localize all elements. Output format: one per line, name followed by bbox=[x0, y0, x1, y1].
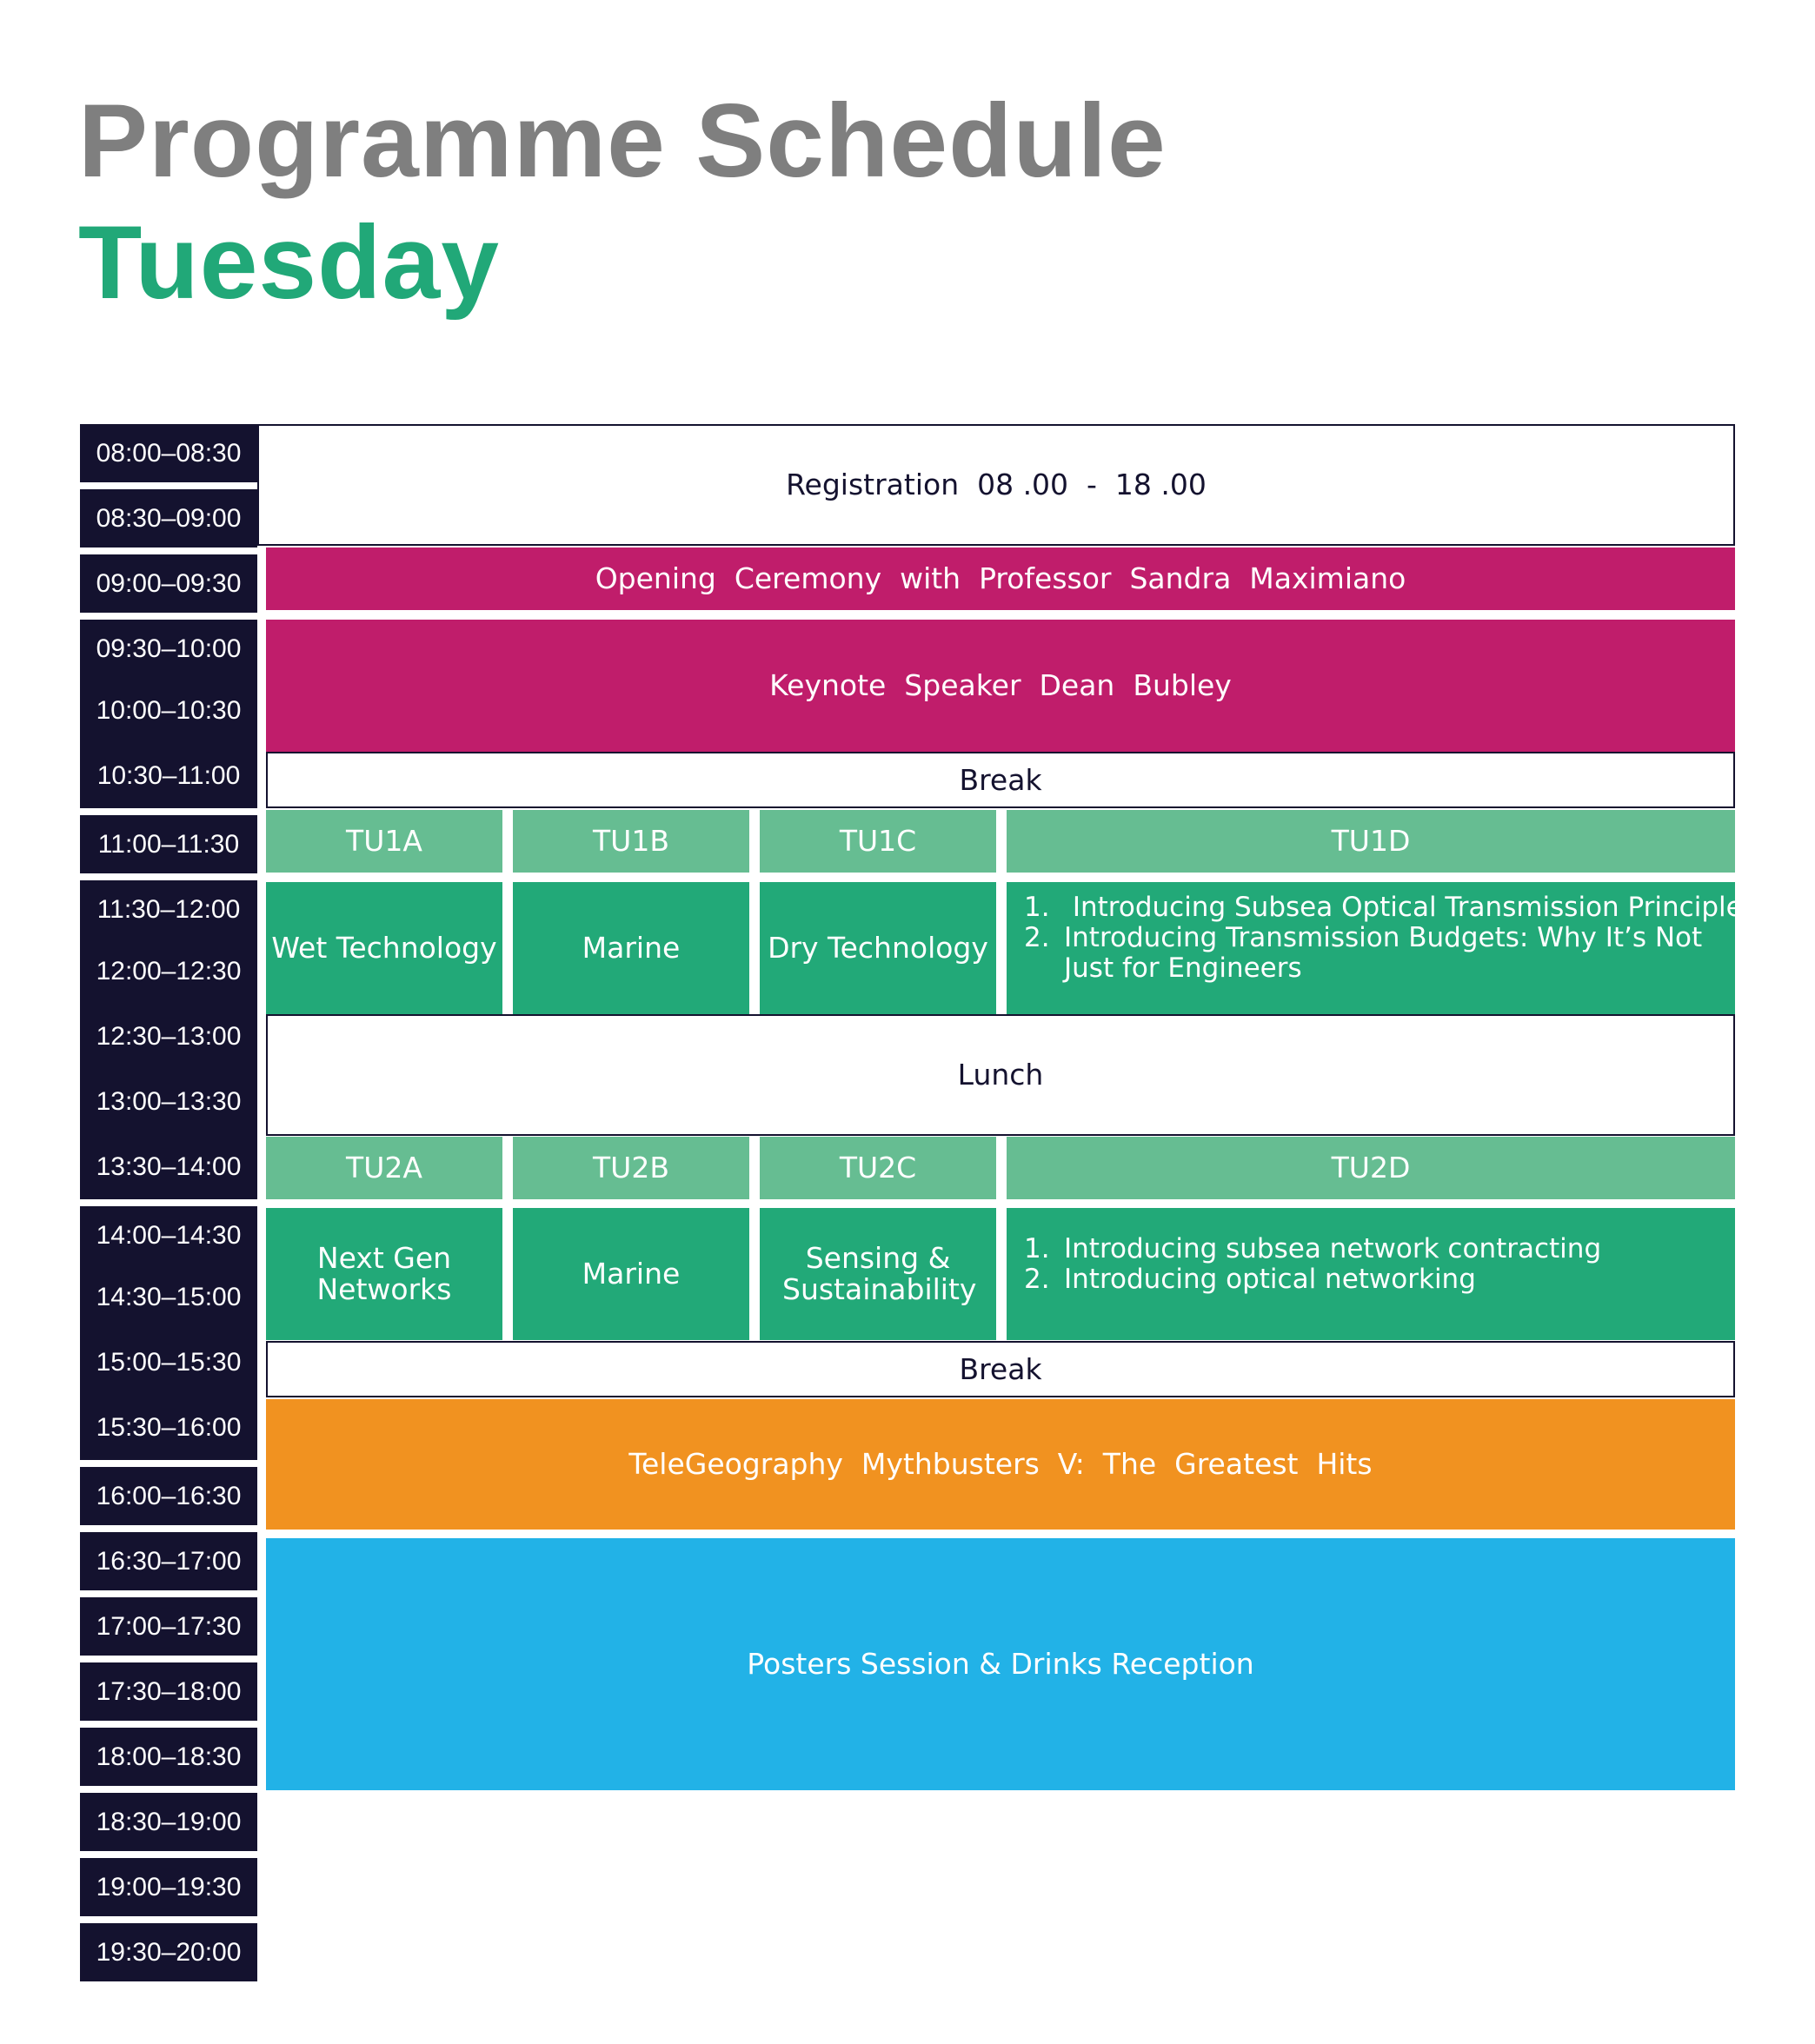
break-label: Break bbox=[959, 762, 1042, 797]
time-slot: 11:30–12:00 bbox=[96, 894, 241, 924]
break-label: Break bbox=[959, 1351, 1042, 1386]
session-header-tu2c bbox=[760, 1137, 996, 1199]
registration-label: Registration 08 .00 - 18 .00 bbox=[786, 468, 1207, 501]
time-slot: 13:30–14:00 bbox=[96, 1151, 242, 1181]
time-slot: 16:00–16:30 bbox=[80, 1467, 257, 1525]
session-header-label: TU2B bbox=[593, 1151, 669, 1185]
session-header-label: TU1B bbox=[593, 824, 669, 858]
track-label: Next Gen Networks bbox=[316, 1241, 452, 1306]
time-slot-group bbox=[80, 880, 257, 1199]
track-tu1d bbox=[1007, 882, 1757, 1014]
session-header-tu2a bbox=[266, 1137, 502, 1199]
time-slot: 19:00–19:30 bbox=[80, 1858, 257, 1916]
topic-text: Introducing subsea network contracting bbox=[1064, 1233, 1602, 1264]
keynote-block bbox=[266, 620, 1735, 752]
session-header-label: TU2A bbox=[346, 1151, 422, 1185]
lunch-block bbox=[266, 1014, 1735, 1136]
topic-text: Introducing Transmission Budgets: Why It’s Not bbox=[1064, 922, 1703, 953]
time-slot: 14:00–14:30 bbox=[96, 1220, 242, 1250]
break-block bbox=[266, 1341, 1735, 1397]
time-slot: 08:00–08:30 bbox=[80, 424, 257, 482]
topic-text: Introducing optical networking bbox=[1064, 1264, 1476, 1295]
track-label: Dry Technology bbox=[768, 931, 988, 965]
time-slot: 10:00–10:30 bbox=[96, 695, 242, 725]
time-slot: 18:30–19:00 bbox=[80, 1793, 257, 1851]
time-slot: 12:30–13:00 bbox=[96, 1021, 242, 1051]
lunch-label: Lunch bbox=[957, 1058, 1044, 1092]
time-slot: 11:00–11:30 bbox=[80, 815, 257, 873]
time-slot: 17:00–17:30 bbox=[80, 1597, 257, 1656]
keynote-label: Keynote Speaker Dean Bubley bbox=[769, 668, 1232, 702]
session-header-label: TU1D bbox=[1331, 824, 1411, 858]
topic-item bbox=[1024, 953, 1302, 984]
mythbusters-block bbox=[266, 1399, 1735, 1530]
time-slot: 09:00–09:30 bbox=[80, 554, 257, 613]
session-header-tu2d bbox=[1007, 1137, 1735, 1199]
time-slot: 15:00–15:30 bbox=[96, 1347, 242, 1377]
session-header-tu1d bbox=[1007, 810, 1735, 873]
track-label: Wet Technology bbox=[271, 931, 497, 965]
opening-ceremony-label: Opening Ceremony with Professor Sandra Maximiano bbox=[595, 561, 1406, 595]
track-tu2b bbox=[513, 1208, 749, 1340]
topic-item bbox=[1024, 893, 1757, 923]
track-tu1b bbox=[513, 882, 749, 1014]
session-header-tu1a bbox=[266, 810, 502, 873]
session-header-tu1b bbox=[513, 810, 749, 873]
topic-number: 2. bbox=[1024, 922, 1050, 953]
session-header-tu2b bbox=[513, 1137, 749, 1199]
topic-number bbox=[1024, 953, 1064, 984]
topic-number: 2. bbox=[1024, 1264, 1050, 1295]
day-title: Tuesday bbox=[78, 204, 500, 321]
time-slot: 13:00–13:30 bbox=[96, 1086, 242, 1116]
topic-item bbox=[1024, 923, 1702, 953]
mythbusters-label: TeleGeography Mythbusters V: The Greatest Hits bbox=[628, 1447, 1373, 1481]
time-slot: 09:30–10:00 bbox=[96, 634, 242, 663]
topic-number: 1. bbox=[1024, 892, 1050, 923]
time-slot: 14:30–15:00 bbox=[96, 1282, 242, 1311]
time-slot: 16:30–17:00 bbox=[80, 1532, 257, 1590]
posters-label: Posters Session & Drinks Reception bbox=[747, 1647, 1254, 1681]
session-header-label: TU1A bbox=[346, 824, 422, 858]
topic-text: Introducing Subsea Optical Transmission Principles bbox=[1064, 892, 1757, 923]
session-header-label: TU1C bbox=[839, 824, 917, 858]
page-title: Programme Schedule bbox=[78, 83, 1167, 199]
track-label: Marine bbox=[582, 1257, 681, 1291]
time-slot-group bbox=[80, 1206, 257, 1460]
time-slot: 15:30–16:00 bbox=[96, 1412, 242, 1442]
time-slot-group bbox=[80, 620, 257, 808]
track-tu2c bbox=[760, 1208, 996, 1340]
time-slot: 08:30–09:00 bbox=[80, 489, 257, 548]
track-label: Marine bbox=[582, 931, 681, 965]
session-header-label: TU2D bbox=[1331, 1151, 1411, 1185]
track-tu1c bbox=[760, 882, 996, 1014]
track-tu2a bbox=[266, 1208, 502, 1340]
track-label: Sensing & Sustainability bbox=[782, 1241, 977, 1306]
posters-block bbox=[266, 1538, 1735, 1790]
session-header-tu1c bbox=[760, 810, 996, 873]
time-slot: 12:00–12:30 bbox=[96, 956, 242, 986]
topic-number: 1. bbox=[1024, 1233, 1050, 1264]
topic-text: Just for Engineers bbox=[1064, 952, 1302, 984]
time-slot: 17:30–18:00 bbox=[80, 1662, 257, 1721]
opening-ceremony-block bbox=[266, 548, 1735, 610]
track-tu1a bbox=[266, 882, 502, 1014]
track-tu2d bbox=[1007, 1208, 1735, 1340]
session-header-label: TU2C bbox=[839, 1151, 917, 1185]
time-slot: 18:00–18:30 bbox=[80, 1728, 257, 1786]
registration-block bbox=[257, 424, 1735, 546]
time-slot: 10:30–11:00 bbox=[96, 760, 241, 790]
break-block bbox=[266, 752, 1735, 808]
time-slot: 19:30–20:00 bbox=[80, 1923, 257, 1981]
topic-item bbox=[1024, 1264, 1476, 1295]
topic-item bbox=[1024, 1234, 1601, 1264]
